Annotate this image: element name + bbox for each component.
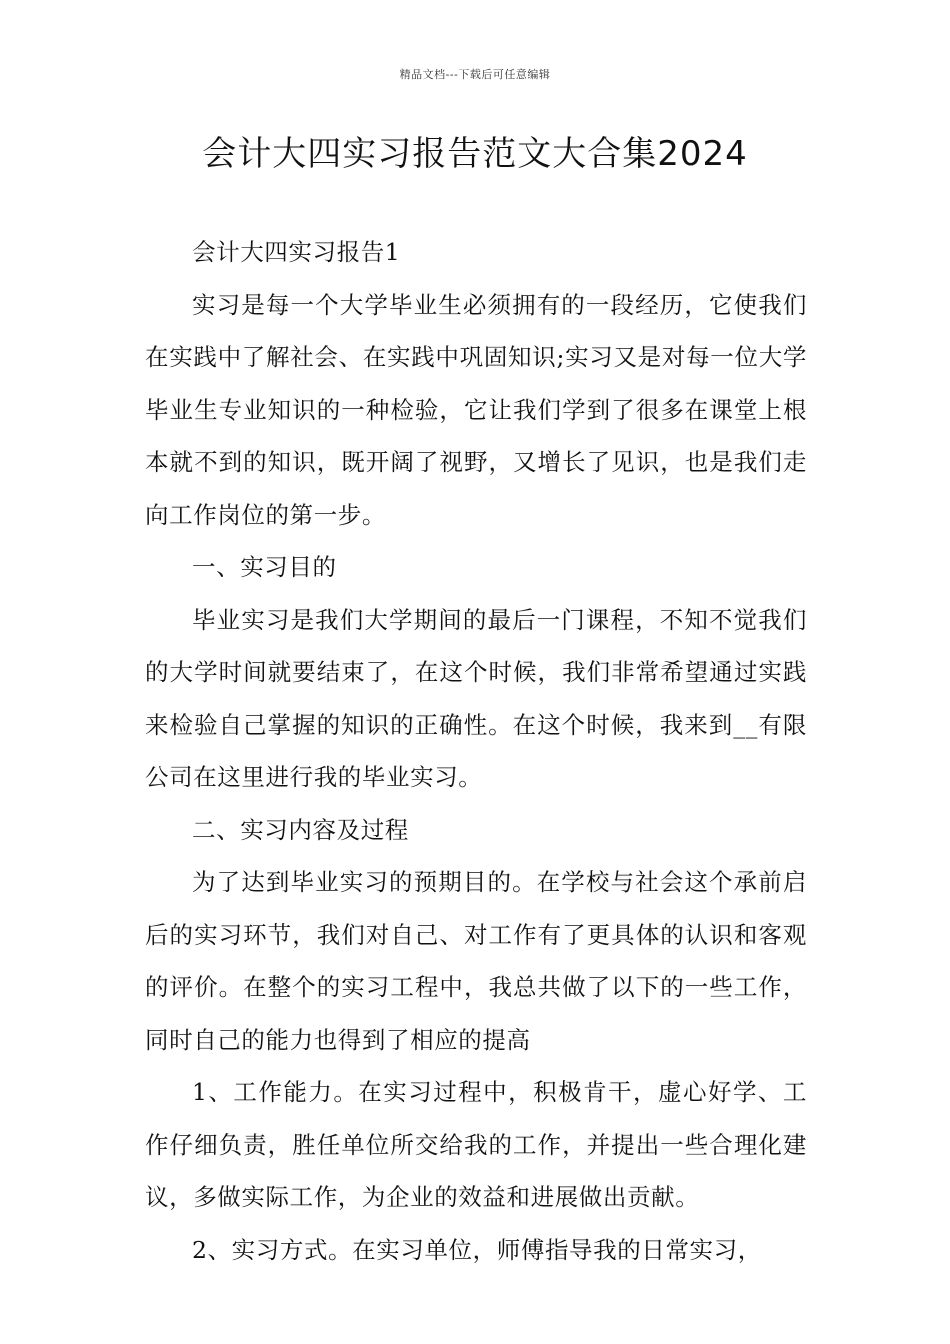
internship-method-paragraph: 2、实习方式。在实习单位，师傅指导我的日常实习， (192, 1235, 762, 1264)
purpose-paragraph: 毕业实习是我们大学期间的最后一门课程，不知不觉我们的大学时间就要结束了，在这个时候，我们非常希望通过实践来检验自己掌握的知识的正确性。在这个时候，我来到__有限公司在这里进行我的毕业实习。 (145, 605, 807, 791)
document-title: 会计大四实习报告范文大合集2024 (202, 134, 748, 174)
work-ability-paragraph: 1、工作能力。在实习过程中，积极肯干，虚心好学、工作仔细负责，胜任单位所交给我的工作，并提出一些合理化建议，多做实际工作，为企业的效益和进展做出贡献。 (145, 1078, 807, 1211)
content-paragraph: 为了达到毕业实习的预期目的。在学校与社会这个承前启后的实习环节，我们对自己、对工作有了更具体的认识和客观的评价。在整个的实习工程中，我总共做了以下的一些工作，同时自己的能力也得到了相应的提高 (145, 868, 807, 1054)
section-heading-content: 二、实习内容及过程 (192, 815, 409, 844)
report-subtitle: 会计大四实习报告1 (192, 238, 401, 266)
document-body (145, 226, 807, 1276)
section-heading-purpose: 一、实习目的 (192, 553, 337, 581)
intro-paragraph: 实习是每一个大学毕业生必须拥有的一段经历，它使我们在实践中了解社会、在实践中巩固知识;实习又是对每一位大学毕业生专业知识的一种检验，它让我们学到了很多在课堂上根本就不到的知识，既开阔了视野，又增长了见识，也是我们走向工作岗位的第一步。 (145, 290, 807, 529)
header-watermark: 精品文档---下载后可任意编辑 (399, 68, 551, 81)
